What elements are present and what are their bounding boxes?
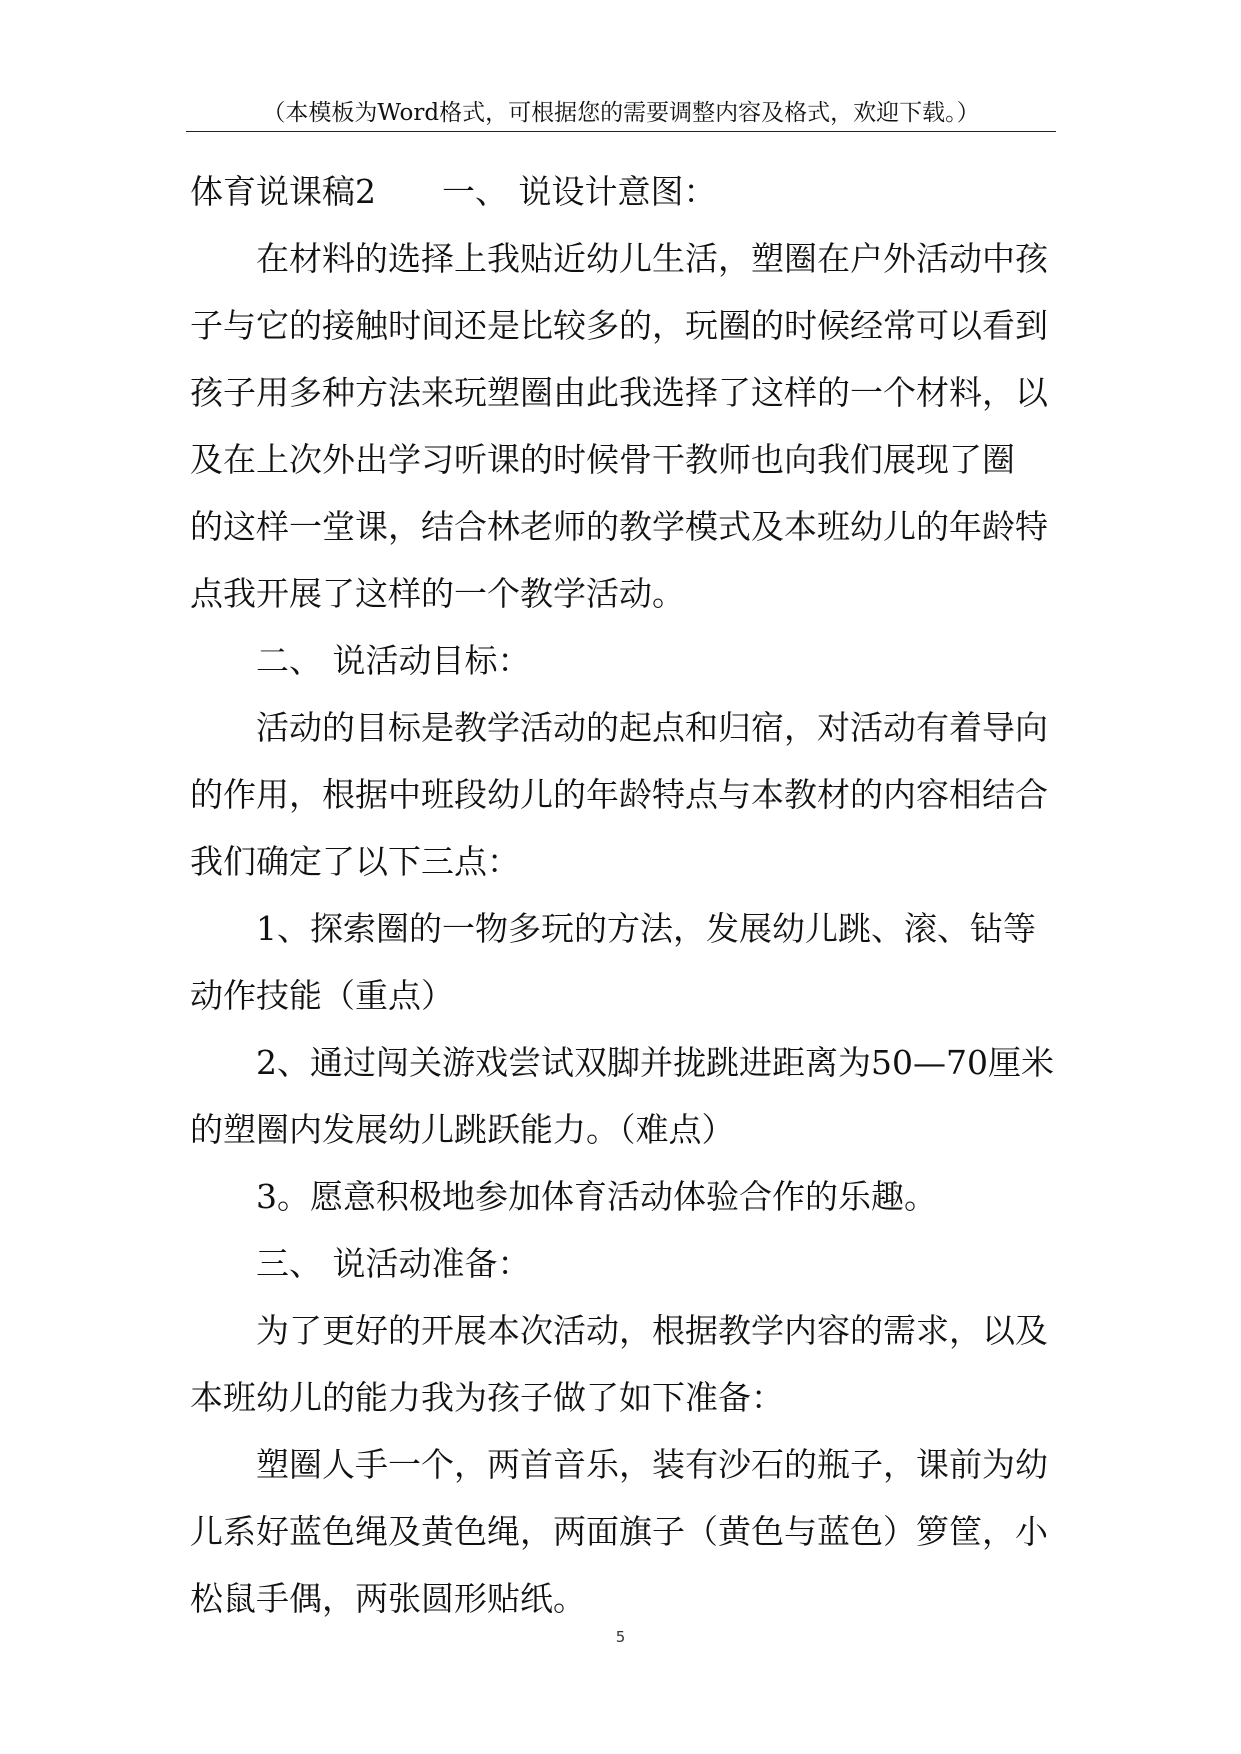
paragraph-line: 孩子用多种方法来玩塑圈由此我选择了这样的一个材料，以: [190, 373, 1048, 412]
list-item-continuation: 动作技能（重点）: [190, 976, 454, 1015]
list-item: 3。愿意积极地参加体育活动体验合作的乐趣。: [256, 1177, 937, 1216]
paragraph-line: 儿系好蓝色绳及黄色绳，两面旗子（黄色与蓝色）箩筐，小: [190, 1512, 1048, 1551]
paragraph-line: 在材料的选择上我贴近幼儿生活，塑圈在户外活动中孩: [256, 239, 1048, 278]
paragraph-line: 点我开展了这样的一个教学活动。: [190, 574, 685, 613]
section-heading: 三、 说活动准备：: [256, 1244, 531, 1283]
paragraph-line: 活动的目标是教学活动的起点和归宿，对活动有着导向: [256, 708, 1048, 747]
paragraph-line: 我们确定了以下三点：: [190, 842, 520, 881]
header-divider: [186, 131, 1056, 132]
paragraph-line: 为了更好的开展本次活动，根据教学内容的需求，以及: [256, 1311, 1048, 1350]
document-title-line: 体育说课稿2 一、 说设计意图：: [190, 172, 717, 211]
paragraph-line: 塑圈人手一个，两首音乐，装有沙石的瓶子，课前为幼: [256, 1445, 1048, 1484]
paragraph-line: 的这样一堂课，结合林老师的教学模式及本班幼儿的年龄特: [190, 507, 1048, 546]
paragraph-line: 子与它的接触时间还是比较多的，玩圈的时候经常可以看到: [190, 306, 1048, 345]
list-item: 2、通过闯关游戏尝试双脚并拢跳进距离为50—70厘米: [256, 1043, 1054, 1082]
paragraph-line: 及在上次外出学习听课的时候骨干教师也向我们展现了圈: [190, 440, 1015, 479]
paragraph-line: 松鼠手偶，两张圆形贴纸。: [190, 1579, 586, 1618]
paragraph-line: 的作用，根据中班段幼儿的年龄特点与本教材的内容相结合: [190, 775, 1048, 814]
page-number: 5: [615, 1628, 626, 1646]
document-body: [190, 158, 1056, 1632]
template-notice: （本模板为Word格式，可根据您的需要调整内容及格式，欢迎下载。）: [262, 100, 980, 126]
list-item: 1、探索圈的一物多玩的方法，发展幼儿跳、滚、钻等: [256, 909, 1036, 948]
list-item-continuation: 的塑圈内发展幼儿跳跃能力。（难点）: [190, 1110, 735, 1149]
section-heading: 二、 说活动目标：: [256, 641, 531, 680]
paragraph-line: 本班幼儿的能力我为孩子做了如下准备：: [190, 1378, 784, 1417]
